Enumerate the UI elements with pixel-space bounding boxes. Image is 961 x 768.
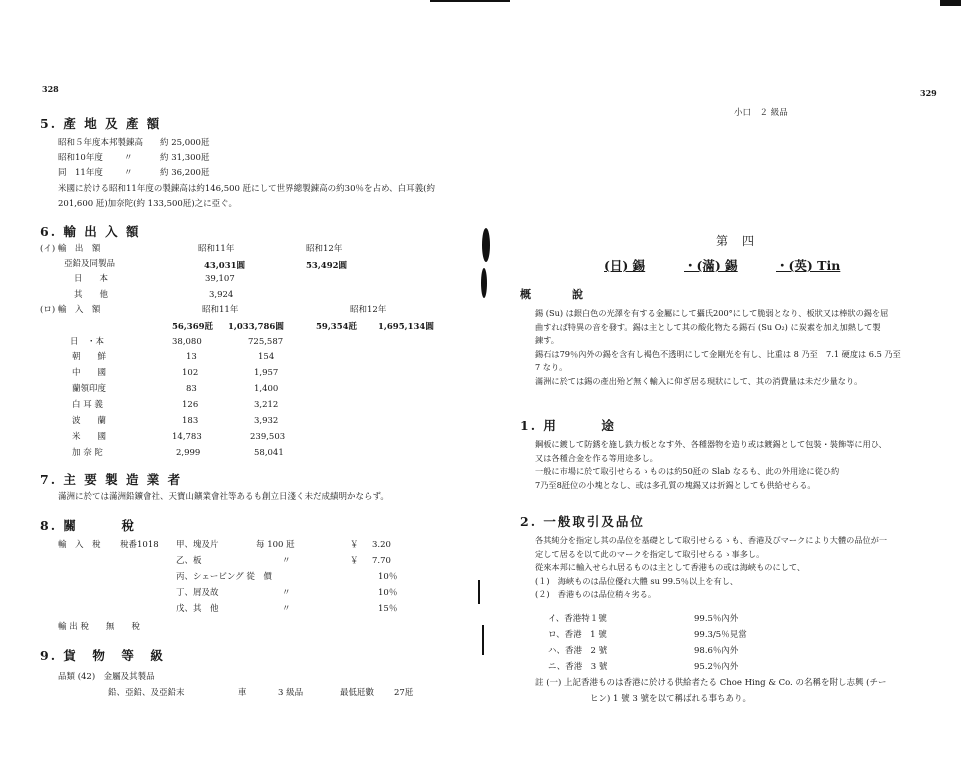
note-line: 註 (一) 上記香港ものは香港に於ける供給者たる Choe Hing & Co. の名稱を附し志興 (チー	[535, 678, 887, 688]
right-header-note: 小口 ２ 級品	[734, 108, 788, 118]
import-row-name: 蘭領印度	[72, 384, 107, 394]
intro-line: 曲すれば特異の音を發す。錫は主として其の酸化物たる錫石 (Su O₂) に炭素を加え加熱して製	[535, 321, 881, 332]
grade-purity: 99.5％內外	[694, 614, 739, 624]
note-line: ヒン) 1 號 3 號を以て稱ばれる事ちあり。	[590, 694, 751, 704]
s1-line: 7乃至8瓩位の小塊となし、或は多孔質の塊錫又は折錫としても供給せらる。	[535, 479, 816, 490]
import-row-q: 102	[182, 368, 199, 378]
s1-line: 又は各種合金を作る等用途多し。	[535, 452, 658, 463]
intro-line: 錫石は79％內外の錫を含有し褐色不透明にして金剛光を有し、比重は 8 乃至 7.1 硬度は 6.5 乃至	[535, 348, 901, 359]
export-row-name: 日 本	[74, 274, 109, 284]
tax-rate: 7.70	[372, 556, 391, 566]
import-total-v1: 1,033,786圓	[228, 322, 284, 332]
s7-text: 滿洲に於ては滿洲鉛鑛會社、天寶山鑛業會社等あるも創立日淺く未だ成績明かならず。	[58, 492, 389, 502]
import-row-name: 朝 鮮	[72, 352, 107, 362]
export-row-v1: 3,924	[209, 290, 234, 300]
chapter-label: 第 四	[716, 234, 756, 248]
s5-paragraph-line: 201,600 瓩)加奈陀(約 133,500瓩)之に亞ぐ。	[58, 199, 237, 209]
s1-line: 鋼板に鍍して防銹を施し鉄力板となす外、各種器物を造り或は鍍錫として包裝・裝飾等に用ひ、	[535, 439, 887, 449]
s5-row-mark: 〃	[124, 168, 133, 178]
import-row-v: 58,041	[254, 448, 284, 458]
tax-item: 丙、シェービング 從 價	[176, 572, 272, 582]
binding-shadow-3	[478, 580, 480, 604]
import-row-name: 日 ・本	[70, 337, 105, 347]
import-row-q: 83	[186, 384, 197, 394]
grade-name: ニ、香港 3 號	[548, 662, 608, 672]
s5-row-value: 約 25,000瓩	[160, 138, 210, 148]
gaisetsu-heading: 概 說	[520, 288, 585, 301]
import-row-name: 米 國	[72, 432, 107, 442]
title-japanese: (日) 錫	[604, 258, 646, 273]
tax-yen: ￥	[350, 556, 359, 566]
grade-purity: 98.6％內外	[694, 646, 739, 656]
export-row-v1: 43,031圓	[204, 261, 246, 271]
export-row-v1: 39,107	[205, 274, 235, 284]
s1-paragraph	[535, 438, 947, 492]
section-2-heading: 2. 一般取引及品位	[520, 514, 645, 529]
import-row-name: 波 蘭	[72, 416, 107, 426]
s2-line: 各其純分を指定し其の品位を基礎として取引せらるゝも、香港及びマークにより大體の品位が一	[535, 535, 888, 545]
tax-unit: 〃	[282, 556, 291, 566]
import-total-v2: 1,695,134圓	[378, 322, 434, 332]
s5-row-mark: 〃	[124, 153, 133, 163]
export-label: (イ) 輸 出 額	[40, 244, 101, 254]
tax-rate: 10％	[378, 572, 398, 582]
tax-unit: 〃	[282, 588, 291, 598]
tax-unit: 每 100 瓩	[256, 540, 295, 550]
freight-min-value: 27瓩	[394, 688, 414, 698]
tax-item: 乙、板	[176, 556, 202, 566]
import-row-v: 3,932	[254, 416, 279, 426]
scan-mark-top-right	[940, 0, 961, 6]
import-row-name: 中 國	[72, 368, 107, 378]
intro-line: 滿洲に於ては錫の產出殆ど無く輸入に仰ぎ居る現狀にして、其の消費量は未だ少量なり。	[535, 375, 863, 386]
import-total-q1: 56,369瓩	[172, 322, 214, 332]
section-6-heading: 6. 輸 出 入 額	[40, 224, 141, 239]
import-row-q: 14,783	[172, 432, 202, 442]
import-total-q2: 59,354瓩	[316, 322, 358, 332]
s5-row-label: 昭和５年度本邦製錬高	[58, 138, 144, 148]
tax-item: 甲、塊及片	[176, 540, 219, 550]
export-year-2: 昭和12年	[306, 244, 343, 254]
s2-paragraph	[535, 534, 947, 602]
export-row-v2: 53,492圓	[306, 261, 348, 271]
grade-name: ハ、香港 2 號	[548, 646, 608, 656]
left-page-number: 328	[42, 84, 59, 94]
import-row-q: 38,080	[172, 337, 202, 347]
freight-category: 品類 (42) 金屬及其製品	[58, 672, 155, 682]
tax-rate: 10％	[378, 588, 398, 598]
section-1-heading: 1. 用 途	[520, 418, 616, 433]
tax-rate: 3.20	[372, 540, 391, 550]
tax-item: 丁、屑及故	[176, 588, 219, 598]
s2-line: (１) 海峽ものは品位優れ大體 su 99.5％以上を有し、	[535, 575, 739, 586]
section-8-heading: 8. 關 稅	[40, 518, 136, 533]
s2-line: 從來本邦に輸入せられ居るものは主として香港もの或は海峽ものにして、	[535, 562, 806, 572]
tax-number: 稅番1018	[120, 540, 159, 550]
tax-rate: 15％	[378, 604, 398, 614]
export-year-1: 昭和11年	[198, 244, 235, 254]
right-page-number: 329	[920, 88, 937, 98]
export-row-name: 亞鉛及同製品	[64, 259, 116, 269]
s5-row-value: 約 36,200瓩	[160, 168, 210, 178]
s1-line: 一般に市場に於て取引せらるゝものは約50瓩の Slab なるも、此の外用途に從ひ約	[535, 466, 840, 476]
import-row-q: 183	[182, 416, 199, 426]
freight-car: 車	[238, 688, 247, 698]
section-5-heading: 5. 產 地 及 產 額	[40, 116, 162, 131]
import-row-q: 13	[186, 352, 197, 362]
import-label: (ロ) 輸 入 額	[40, 305, 101, 315]
import-row-v: 725,587	[248, 337, 284, 347]
import-row-v: 239,503	[250, 432, 286, 442]
s2-line: (２) 香港ものは品位稍々劣る。	[535, 589, 657, 599]
freight-item: 鉛、亞鉛、及亞鉛末	[108, 688, 185, 698]
binding-shadow-4	[482, 625, 484, 655]
freight-min-label: 最低瓩數	[340, 688, 375, 698]
freight-grade: 3 級品	[278, 688, 304, 698]
import-row-name: 白 耳 義	[72, 400, 103, 410]
import-row-v: 154	[258, 352, 275, 362]
export-row-name: 其 他	[74, 290, 109, 300]
s5-row-label: 同 11年度	[58, 168, 103, 178]
title-english: ・(英) Tin	[776, 258, 841, 273]
binding-shadow-1	[482, 228, 490, 262]
import-tax-label: 輸 入 稅	[58, 540, 101, 550]
s5-paragraph-line: 米國に於ける昭和11年度の製錬高は約146,500 瓩にして世界總製錬高の約30％を占め、白耳義(約	[58, 184, 435, 194]
binding-shadow-2	[481, 268, 487, 298]
s5-row-value: 約 31,300瓩	[160, 153, 210, 163]
import-row-name: 加 奈 陀	[72, 448, 103, 458]
intro-line: 錬す。	[535, 335, 559, 345]
intro-line: 錫 (Su) は銀白色の光澤を有する金屬にして攝氏200°にして脆弱となり、板狀又は棒狀の錫を屈	[535, 308, 889, 318]
s2-line: 定して居るを以て此のマークを指定して取引せらるゝ事多し。	[535, 548, 765, 559]
intro-paragraph	[535, 307, 947, 388]
export-tax: 輸 出 稅 無 稅	[58, 622, 140, 632]
import-row-q: 126	[182, 400, 199, 410]
intro-line: 7 なり。	[535, 362, 568, 372]
tax-unit: 〃	[282, 604, 291, 614]
section-7-heading: 7. 主 要 製 造 業 者	[40, 472, 183, 487]
grade-name: ロ、香港 1 號	[548, 630, 607, 640]
import-row-v: 3,212	[254, 400, 279, 410]
scan-mark-top	[430, 0, 510, 2]
import-row-q: 2,999	[176, 448, 201, 458]
grade-purity: 95.2％內外	[694, 662, 739, 672]
import-year-1: 昭和11年	[202, 305, 239, 315]
section-9-heading: 9. 貨 物 等 級	[40, 648, 165, 663]
tax-item: 戊、其 他	[176, 604, 219, 614]
import-row-v: 1,957	[254, 368, 279, 378]
grade-name: イ、香港特１號	[548, 614, 607, 624]
title-manchu: ・(滿) 錫	[684, 258, 738, 273]
tax-yen: ￥	[350, 540, 359, 550]
s5-row-label: 昭和10年度	[58, 153, 103, 163]
import-year-2: 昭和12年	[350, 305, 387, 315]
import-row-v: 1,400	[254, 384, 279, 394]
grade-purity: 99.3/5％見當	[694, 630, 747, 640]
